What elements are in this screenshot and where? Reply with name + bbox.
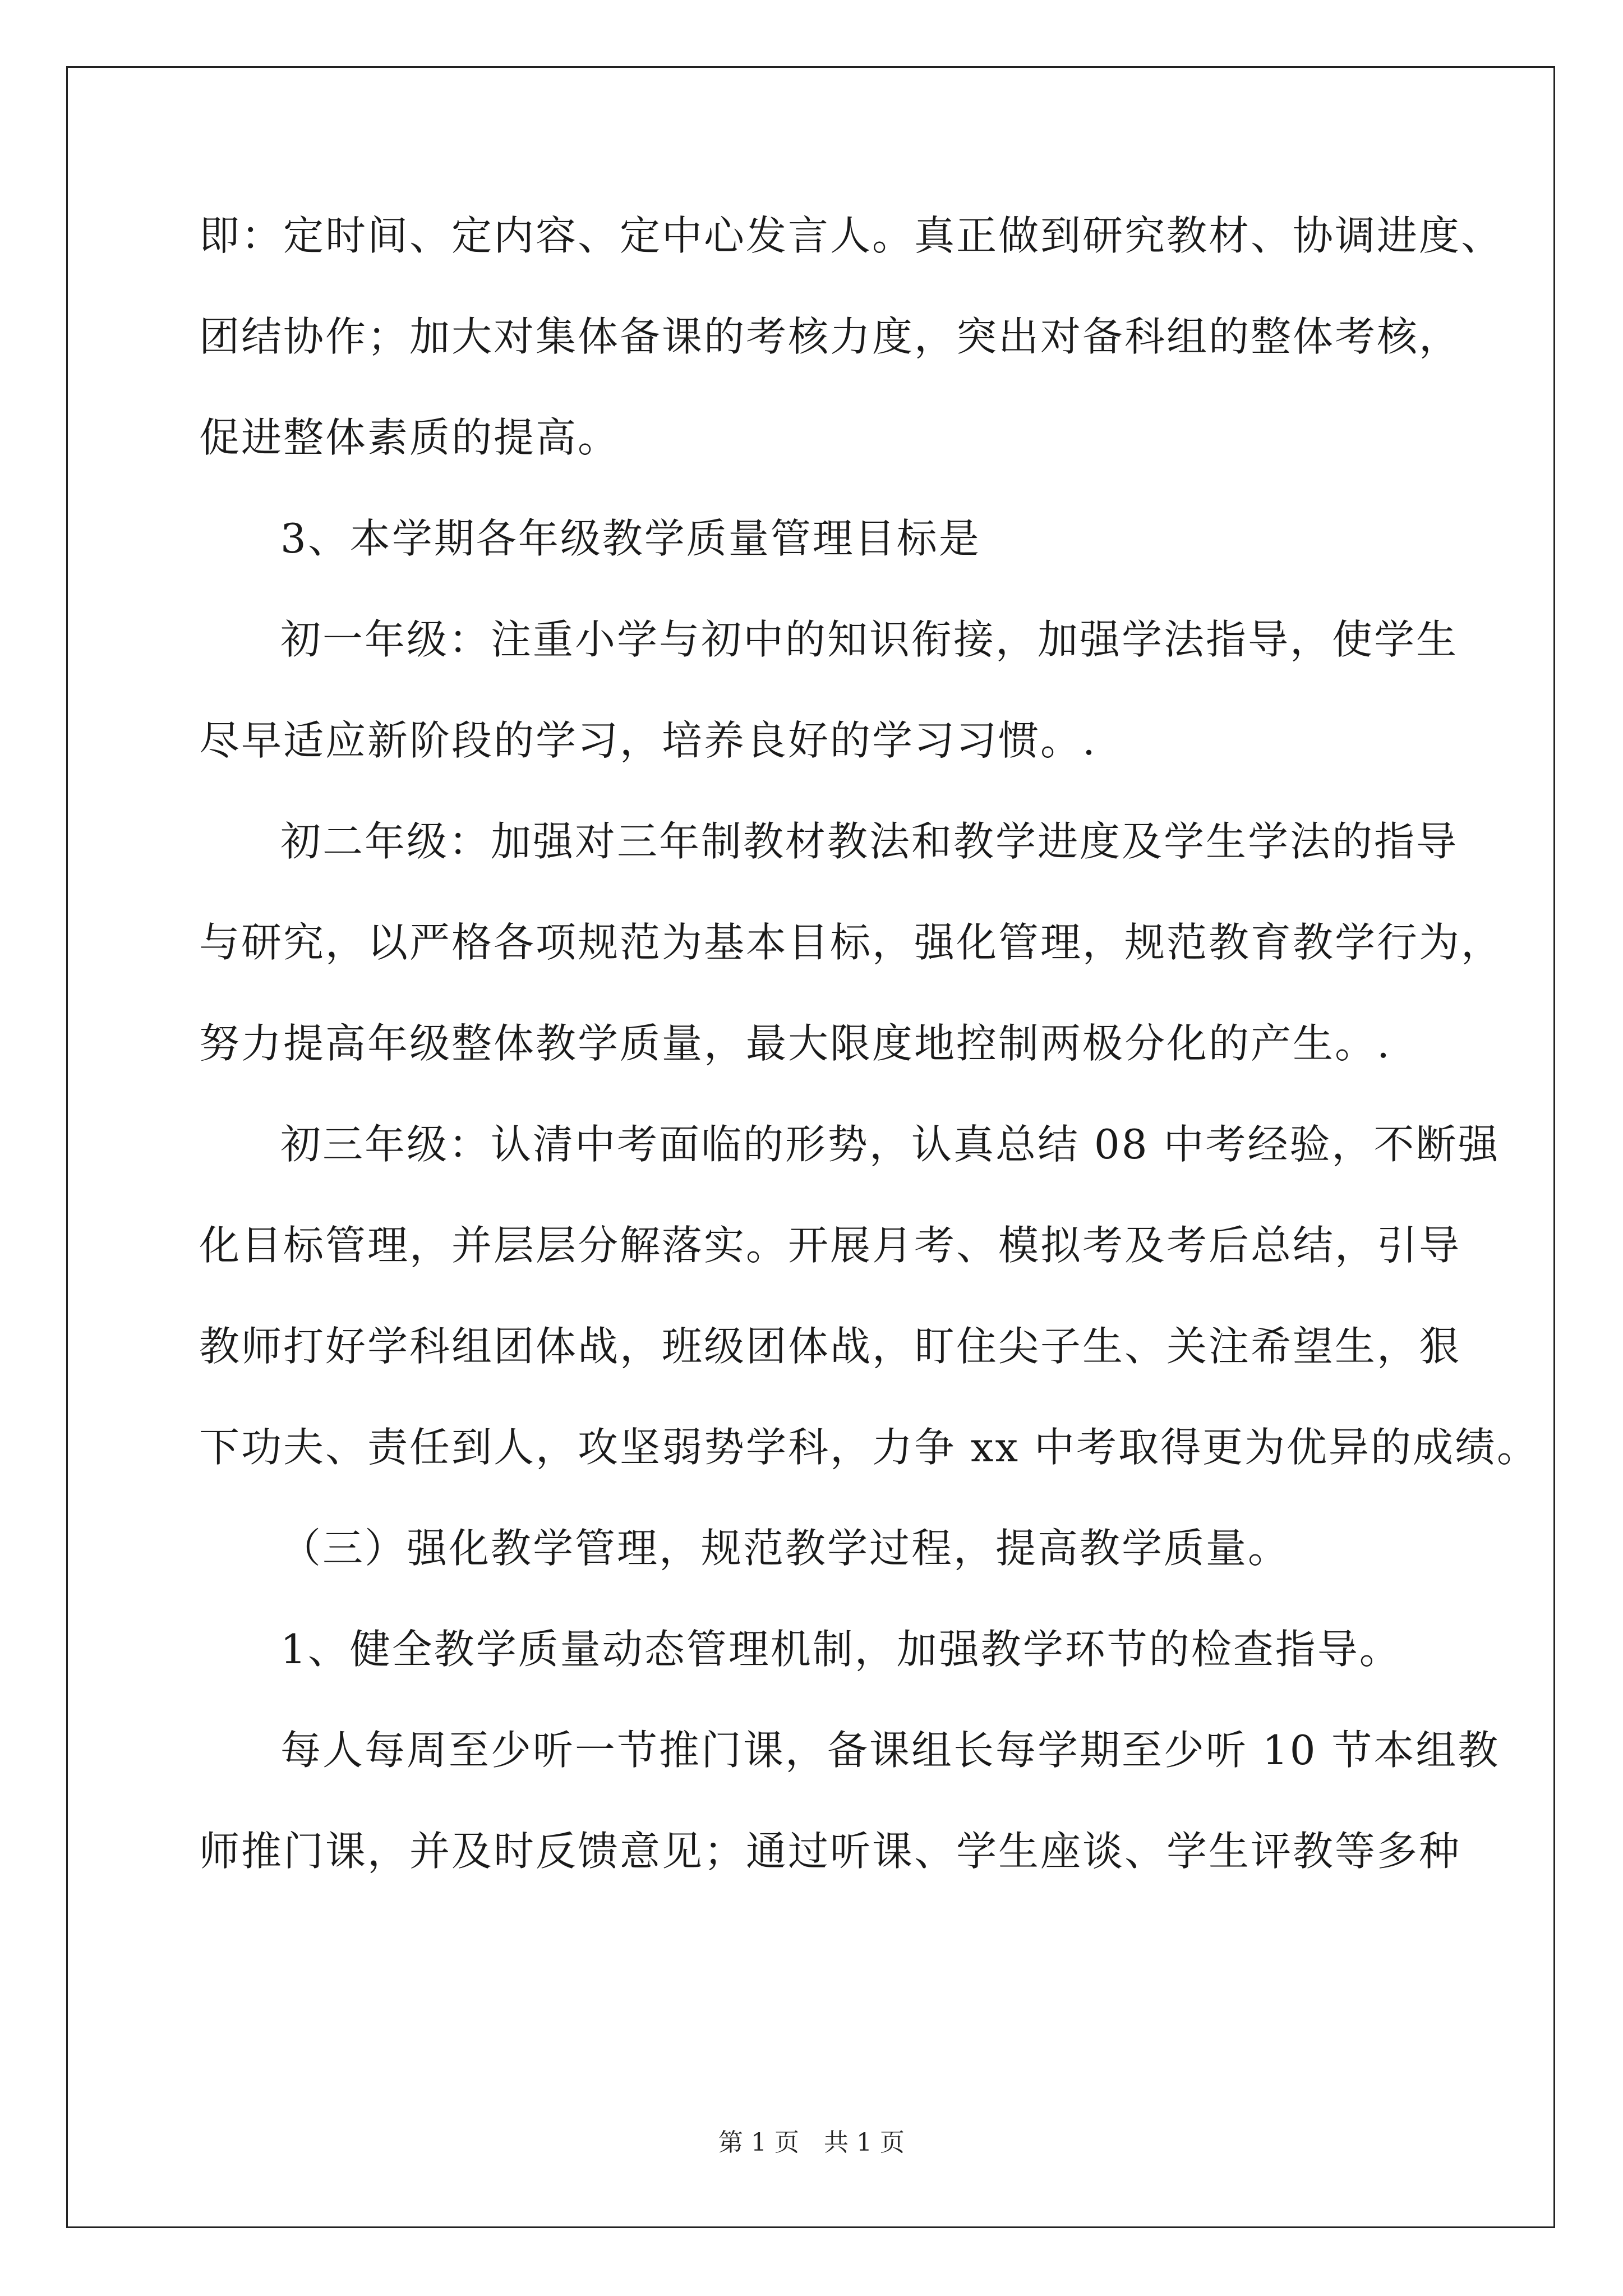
page-number-footer: 第 1 页 共 1 页: [718, 2128, 905, 2157]
text-line: 3、本学期各年级教学质量管理目标是: [280, 515, 981, 562]
text-line: 尽早适应新阶段的学习，培养良好的学习习惯。.: [199, 717, 1097, 764]
text-line: 初一年级：注重小学与初中的知识衔接，加强学法指导，使学生: [280, 616, 1459, 663]
text-line: 促进整体素质的提高。: [199, 414, 620, 461]
text-line: 化目标管理，并层层分解落实。开展月考、模拟考及考后总结，引导: [199, 1222, 1461, 1269]
text-line: 教师打好学科组团体战，班级团体战，盯住尖子生、关注希望生，狠: [199, 1323, 1461, 1370]
text-line: （三）强化教学管理，规范教学过程，提高教学质量。: [280, 1525, 1290, 1572]
text-line: 团结协作；加大对集体备课的考核力度，突出对备科组的整体考核，: [199, 313, 1461, 360]
text-line: 即：定时间、定内容、定中心发言人。真正做到研究教材、协调进度、: [199, 212, 1504, 259]
text-line: 初二年级：加强对三年制教材教法和教学进度及学生学法的指导: [280, 818, 1459, 865]
text-line: 师推门课，并及时反馈意见；通过听课、学生座谈、学生评教等多种: [199, 1828, 1461, 1875]
text-line: 与研究，以严格各项规范为基本目标，强化管理，规范教育教学行为，: [199, 919, 1504, 966]
text-line: 努力提高年级整体教学质量，最大限度地控制两极分化的产生。.: [199, 1020, 1391, 1067]
text-line: 下功夫、责任到人，攻坚弱势学科，力争 xx 中考取得更为优异的成绩。: [199, 1424, 1539, 1471]
text-line: 1、健全教学质量动态管理机制，加强教学环节的检查指导。: [280, 1626, 1401, 1673]
text-line: 初三年级：认清中考面临的形势，认真总结 08 中考经验，不断强: [280, 1121, 1500, 1168]
document-body: [199, 199, 1539, 1916]
text-line: 每人每周至少听一节推门课，备课组长每学期至少听 10 节本组教: [280, 1727, 1500, 1774]
